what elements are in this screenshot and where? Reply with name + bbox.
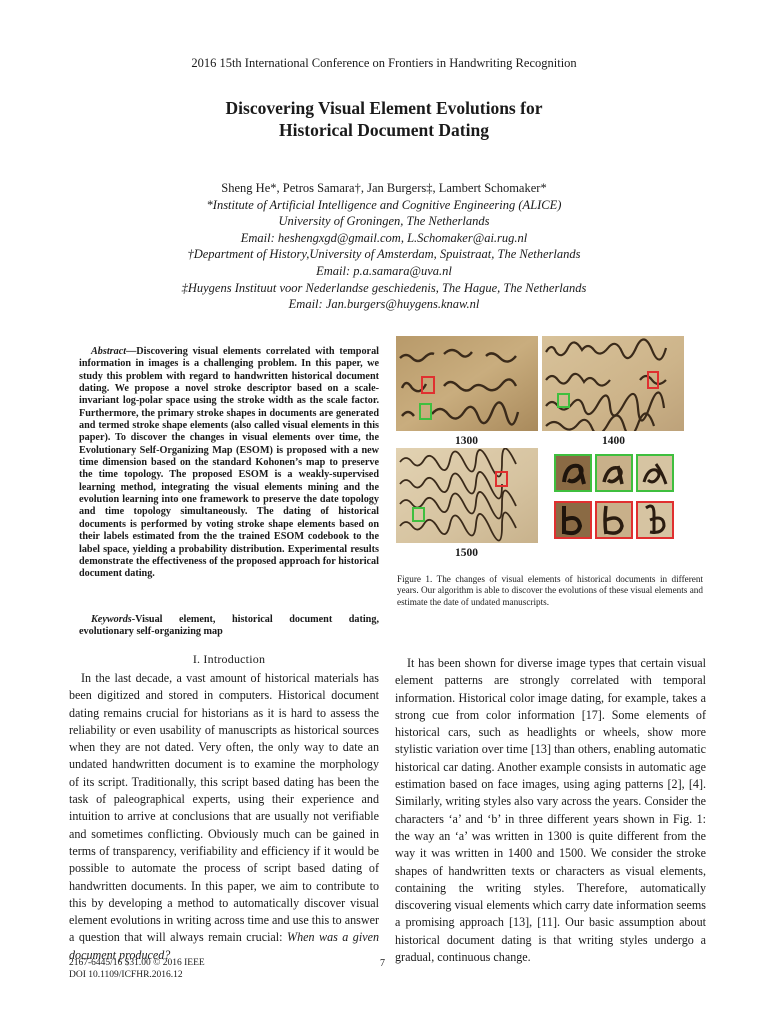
glyph-a-1300 — [555, 455, 591, 491]
keywords-label: Keywords — [91, 614, 132, 625]
manuscript-1400-image — [542, 336, 684, 431]
conference-header: 2016 15th International Conference on Frontiers in Handwriting Recognition — [191, 56, 577, 70]
affiliation-1-b: University of Groningen, The Netherlands — [278, 214, 490, 229]
section-heading: I. Introduction — [192, 652, 266, 666]
glyph-b-1300 — [555, 502, 591, 538]
glyph-b-1500 — [637, 502, 673, 538]
footer-copyright — [69, 957, 205, 981]
label-1300: 1300 — [455, 435, 478, 447]
email-2: Email: p.a.samara@uva.nl — [316, 263, 452, 278]
abstract-label: Abstract — [91, 346, 127, 357]
footer-issn: 2167-6445/16 $31.00 © 2016 IEEE — [69, 958, 205, 968]
keywords-text: -Visual element, historical document dating, evolutionary self-organizing map — [79, 614, 379, 638]
label-1400: 1400 — [602, 435, 625, 447]
glyph-a-1500 — [637, 455, 673, 491]
title-line-2: Historical Document Dating — [279, 120, 489, 140]
glyph-b-1400 — [596, 502, 632, 538]
author-block — [0, 180, 768, 313]
glyph-grid — [554, 454, 674, 540]
paper-title — [0, 97, 768, 141]
abstract — [79, 346, 379, 581]
figure-1 — [396, 336, 706, 568]
intro-paragraph-1: In the last decade, a vast amount of historical materials has been digitized and stored in computers. Historical document dating remains crucial for historians as it is hard to assess the reliability or even usability of manuscripts as historical sources when they are not dated. Very often, the only way to date an undated handwritten document is to examine the morphology of its script. Traditionally, this script based dating has been the task of paleographical experts, using their experience and intuition to arrive at conclusions that are usually not verifiable and sometimes conflicting. Obviously much can be gained in terms of transparency, verifiability and efficiency if it would be possible to automate the process of script based dating of handwritten documents. In this paper, we aim to contribute to this by developing a method to automatically discover visual element evolutions in writing across time and use this to answer a question that will always remain crucial: — [69, 671, 379, 945]
title-line-1: Discovering Visual Element Evolutions for — [225, 98, 543, 118]
label-1500: 1500 — [455, 547, 478, 559]
figure-1-caption: Figure 1. The changes of visual elements of historical documents in different years. Our algorithm is able to discover the evolutions of these visual elements and estimate the date of undated manuscripts. — [397, 574, 703, 607]
manuscript-1300-image — [396, 336, 538, 431]
affiliation-3: ‡Huygens Instituut voor Nederlandse geschiedenis, The Hague, The Netherlands — [181, 280, 587, 295]
abstract-text: —Discovering visual elements correlated with temporal information in images is a challenging problem. In this paper, we study this problem with regard to handwritten historical document dating. We propose a novel stroke descriptor based on a scale-invariant log-polar space using the stroke width as the scale factor. Furthermore, the primary stroke shapes in documents are generated and termed stroke shape elements (also called visual elements in this paper). To discover the changes in visual elements over time, the Evolutionary Self-Organizing Map (ESOM) is proposed with a new time dimension based on the standard Kohonen’s map to preserve the time topology. The proposed ESOM is a weakly-supervised learning method, integrating the visual elements mining and the evolution learning into one framework to preserve the date topology and time topology simultaneously. The dating of historical documents is performed by voting stroke shape elements based on their labels estimated from the the trained ESOM codebook to the label space, yielding a probability distribution. Experimental results demonstrate the effectiveness of the proposed approach for historical document dating. — [79, 346, 379, 580]
email-3: Email: Jan.burgers@huygens.knaw.nl — [288, 297, 480, 312]
page-number: 7 — [380, 958, 385, 969]
glyph-a-1400 — [596, 455, 632, 491]
footer-doi: DOI 10.1109/ICFHR.2016.12 — [69, 970, 183, 980]
keywords — [79, 614, 379, 639]
intro-column-2: It has been shown for diverse image types that certain visual element patterns are strongly correlated with temporal information. Historical color image dating, for example, takes a strong cue from color information [17]. Some elements of historical cars, such as headlights or wheels, show more stylistic variation over time [13] than others, enabling automatic historical car dating. Another example consists in automatic age estimation based on face images, using aging patterns [2], [4]. Similarly, writing styles also vary across the years. Consider the characters ‘a’ and ‘b’ in three different years shown in Fig. 1: the way an ‘a’ was written in 1300 is quite different from the way it was written in 1400 and 1500. We consider the stroke shapes of handwritten texts or characters as visual elements, containing the writing styles. Therefore, automatically discovering visual elements which carry date information seems a promising approach [13], [11]. Our basic assumption about historical document dating is that writing styles undergo a gradual, continuous change. — [395, 656, 706, 965]
intro-column-1 — [69, 670, 379, 964]
intro-question: When was a given document produced? — [69, 930, 379, 962]
manuscript-1500-image — [396, 448, 538, 543]
affiliation-1: *Institute of Artificial Intelligence and Cognitive Engineering (ALICE) — [206, 197, 562, 212]
affiliation-2: †Department of History,University of Amsterdam, Spuistraat, The Netherlands — [187, 247, 581, 262]
email-1: Email: heshengxgd@gmail.com, L.Schomaker@ai.rug.nl — [240, 230, 528, 245]
author-names: Sheng He*, Petros Samara†, Jan Burgers‡, Lambert Schomaker* — [221, 181, 547, 195]
